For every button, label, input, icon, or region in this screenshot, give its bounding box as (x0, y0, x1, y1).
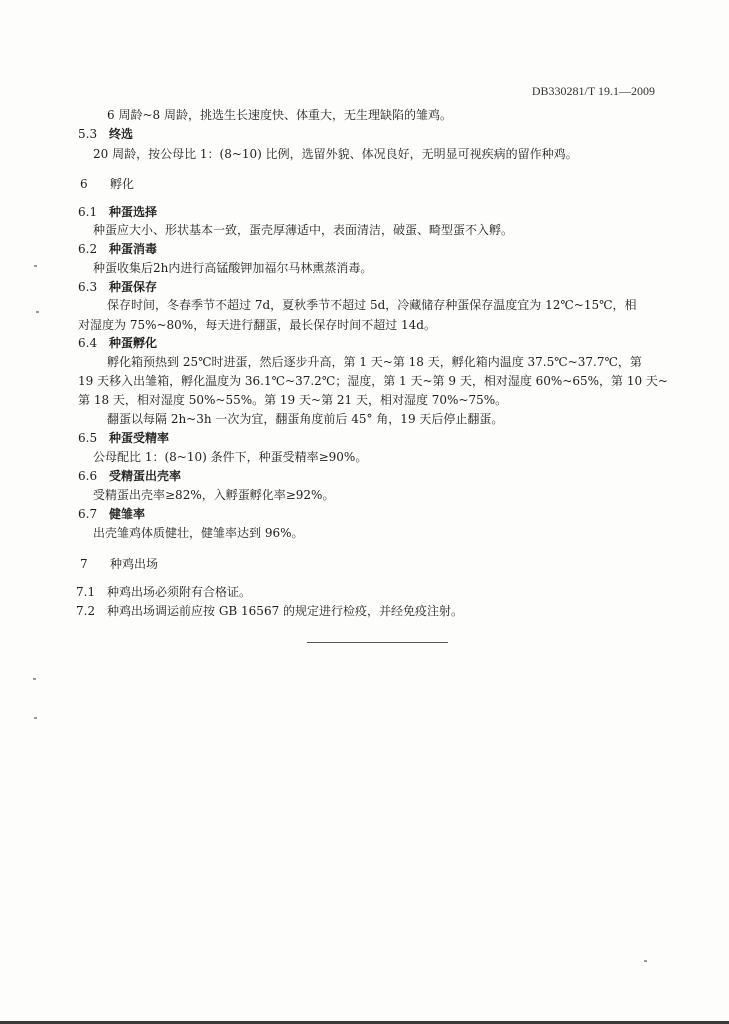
paragraph-line: 第 18 天，相对湿度 50%~55%。第 19 天~第 21 天，相对湿度 70%~75%。 (78, 393, 508, 407)
section-number: 5.3 (78, 127, 98, 141)
section-number: 6.1 (78, 205, 98, 219)
paragraph-line: 种蛋收集后2h内进行高锰酸钾加福尔马林熏蒸消毒。 (93, 261, 373, 275)
scan-speck (34, 717, 37, 719)
section-title: 种蛋受精率 (109, 431, 170, 445)
section-number: 6.5 (78, 431, 98, 445)
paragraph-line: 孵化箱预热到 25℃时进蛋，然后逐步升高，第 1 天~第 18 天，孵化箱内温度 37.5℃~37.7℃，第 (107, 355, 642, 369)
section-title: 种蛋孵化 (109, 336, 158, 350)
section-number: 6.4 (78, 336, 98, 350)
chapter-title: 孵化 (110, 177, 135, 191)
paragraph-line: 20 周龄，按公母比 1：(8~10) 比例，选留外貌、体况良好，无明显可视疾病的留作种鸡。 (93, 147, 578, 161)
clause-number: 7.1 (76, 585, 96, 599)
chapter-title: 种鸡出场 (110, 557, 159, 571)
paragraph-line: 出壳雏鸡体质健壮，健雏率达到 96%。 (93, 526, 304, 540)
section-title: 种蛋选择 (109, 205, 158, 219)
section-heading-6-5 (0, 430, 729, 446)
scan-speck (33, 678, 36, 680)
clause-text: 种鸡出场必须附有合格证。 (107, 585, 252, 599)
paragraph-line: 6 周龄~8 周龄，挑选生长速度快、体重大，无生理缺陷的雏鸡。 (107, 108, 452, 122)
scan-speck (644, 960, 647, 962)
section-title: 种蛋消毒 (109, 242, 158, 256)
standard-code: DB330281/T 19.1—2009 (531, 84, 655, 98)
paragraph-line: 对湿度为 75%~80%，每天进行翻蛋，最长保存时间不超过 14d。 (78, 318, 436, 332)
section-title: 健雏率 (109, 507, 146, 521)
section-heading-6-3 (0, 279, 729, 295)
clause-7-1 (0, 584, 729, 600)
scan-speck (36, 311, 39, 313)
section-heading-6-6 (0, 468, 729, 484)
chapter-heading-6 (0, 176, 729, 192)
section-title: 终选 (109, 127, 134, 141)
section-heading-6-4 (0, 335, 729, 351)
section-heading-6-7 (0, 506, 729, 522)
end-rule (307, 642, 448, 643)
clause-number: 7.2 (76, 604, 96, 618)
section-number: 6.7 (78, 507, 98, 521)
chapter-number: 7 (80, 557, 88, 571)
scan-speck (34, 265, 37, 267)
paragraph-line: 公母配比 1：(8~10) 条件下，种蛋受精率≥90%。 (93, 450, 368, 464)
paragraph-line: 受精蛋出壳率≥82%，入孵蛋孵化率≥92%。 (93, 488, 335, 502)
chapter-number: 6 (80, 177, 88, 191)
section-heading-6-1 (0, 204, 729, 220)
chapter-heading-7 (0, 556, 729, 572)
section-number: 6.3 (78, 280, 98, 294)
paragraph-line: 19 天移入出雏箱，孵化温度为 36.1℃~37.2℃；湿度，第 1 天~第 9 天，相对湿度 60%~65%，第 10 天~ (78, 374, 668, 388)
section-number: 6.6 (78, 469, 98, 483)
paragraph-line: 保存时间，冬春季节不超过 7d，夏秋季节不超过 5d，冷藏储存种蛋保存温度宜为 12℃~15℃，相 (107, 298, 637, 312)
section-number: 6.2 (78, 242, 98, 256)
clause-text: 种鸡出场调运前应按 GB 16567 的规定进行检疫，并经免疫注射。 (107, 604, 464, 618)
section-title: 种蛋保存 (109, 280, 158, 294)
section-heading-6-2 (0, 241, 729, 257)
paragraph-line: 翻蛋以每隔 2h~3h 一次为宜，翻蛋角度前后 45° 角，19 天后停止翻蛋。 (107, 412, 504, 426)
paragraph-line: 种蛋应大小、形状基本一致，蛋壳厚薄适中，表面清洁，破蛋、畸型蛋不入孵。 (93, 223, 514, 237)
clause-7-2 (0, 603, 729, 619)
section-heading-5-3 (0, 126, 729, 142)
section-title: 受精蛋出壳率 (109, 469, 182, 483)
